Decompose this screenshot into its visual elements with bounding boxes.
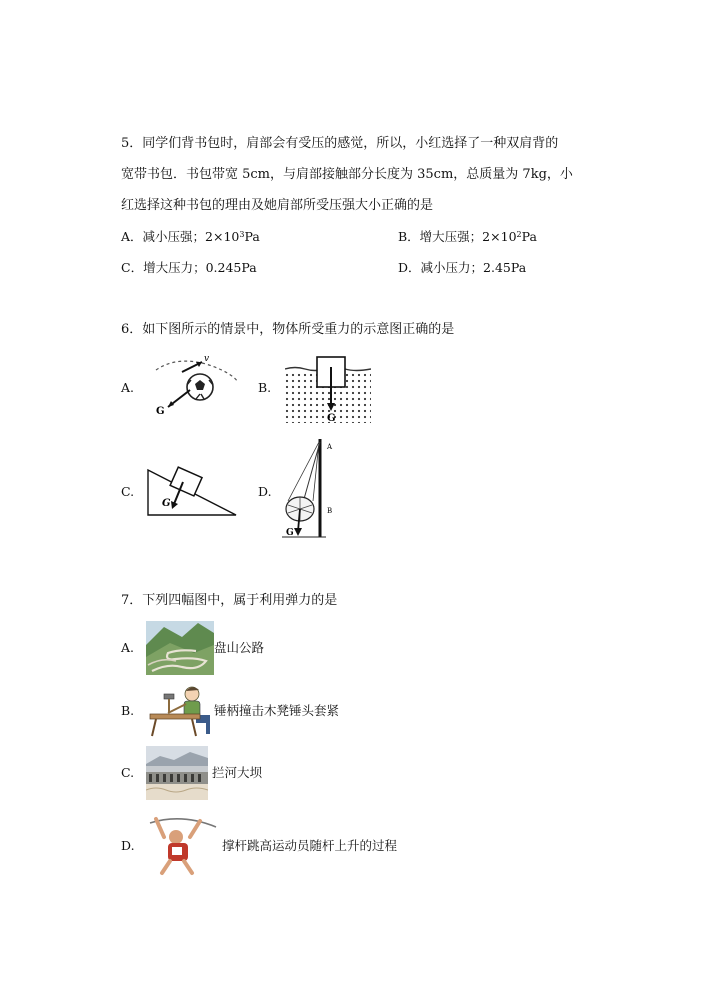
- q5-stem-line-3: 红选择这种书包的理由及她肩部所受压强大小正确的是: [121, 198, 434, 213]
- q5-stem-line-2: 宽带书包．书包带宽 5cm，与肩部接触部分长度为 35cm，总质量为 7kg，小: [121, 167, 573, 182]
- q6-stem: 6．如下图所示的情景中，物体所受重力的示意图正确的是: [121, 322, 455, 337]
- q6-b-gravity-letter: G: [327, 413, 336, 423]
- q7-option-b-label: B.: [121, 703, 135, 718]
- q7-stem: 7．下列四幅图中，属于利用弹力的是: [121, 593, 338, 608]
- q6-d-gravity-letter: G: [286, 528, 294, 538]
- q7-illustration-hammer-stool: [146, 684, 214, 738]
- q5-option-c: C．增大压力；0.245Pa: [121, 260, 257, 275]
- q6-d-point-a-letter: A: [327, 443, 333, 451]
- q6-option-a-label: A.: [121, 380, 135, 395]
- q6-option-b-label: B.: [258, 380, 272, 395]
- q6-option-c-label: C.: [121, 484, 135, 499]
- q6-a-velocity-letter: v: [204, 354, 210, 364]
- q6-a-gravity-letter: G: [156, 406, 165, 417]
- q6-c-gravity-letter: G: [162, 498, 171, 509]
- q7-photo-mountain-road: [146, 621, 214, 675]
- q5-option-d: D．减小压力；2.45Pa: [398, 260, 527, 275]
- q6-figure-b-floating-block: [285, 355, 371, 423]
- q5-option-a: A．减小压强；$2\times 10^3Pa$: [121, 229, 260, 244]
- q7-option-d-text: 撑杆跳高运动员随杆上升的过程: [222, 838, 398, 853]
- q7-option-c-label: C.: [121, 765, 135, 780]
- q7-option-d-label: D.: [121, 838, 135, 853]
- q5-option-b: B．增大压强；$2\times 10^2Pa$: [398, 229, 537, 244]
- q6-d-point-b-letter: B: [327, 507, 333, 515]
- q7-photo-pole-vault-athlete: [146, 813, 218, 877]
- q6-option-d-label: D.: [258, 484, 272, 499]
- q6-figure-d-ball-in-net: [282, 437, 342, 541]
- q7-photo-river-dam: [146, 746, 208, 800]
- q7-option-a-text: 盘山公路: [214, 640, 265, 655]
- q7-option-b-text: 锤柄撞击木凳锤头套紧: [214, 703, 340, 718]
- q5-stem-line-1: 5．同学们背书包时，肩部会有受压的感觉，所以，小红选择了一种双肩背的: [121, 136, 559, 151]
- q7-option-c-text: 拦河大坝: [212, 765, 263, 780]
- q7-option-a-label: A.: [121, 640, 135, 655]
- q6-figure-c-block-on-incline: [146, 460, 238, 518]
- q6-figure-a-soccer-ball: [146, 352, 242, 418]
